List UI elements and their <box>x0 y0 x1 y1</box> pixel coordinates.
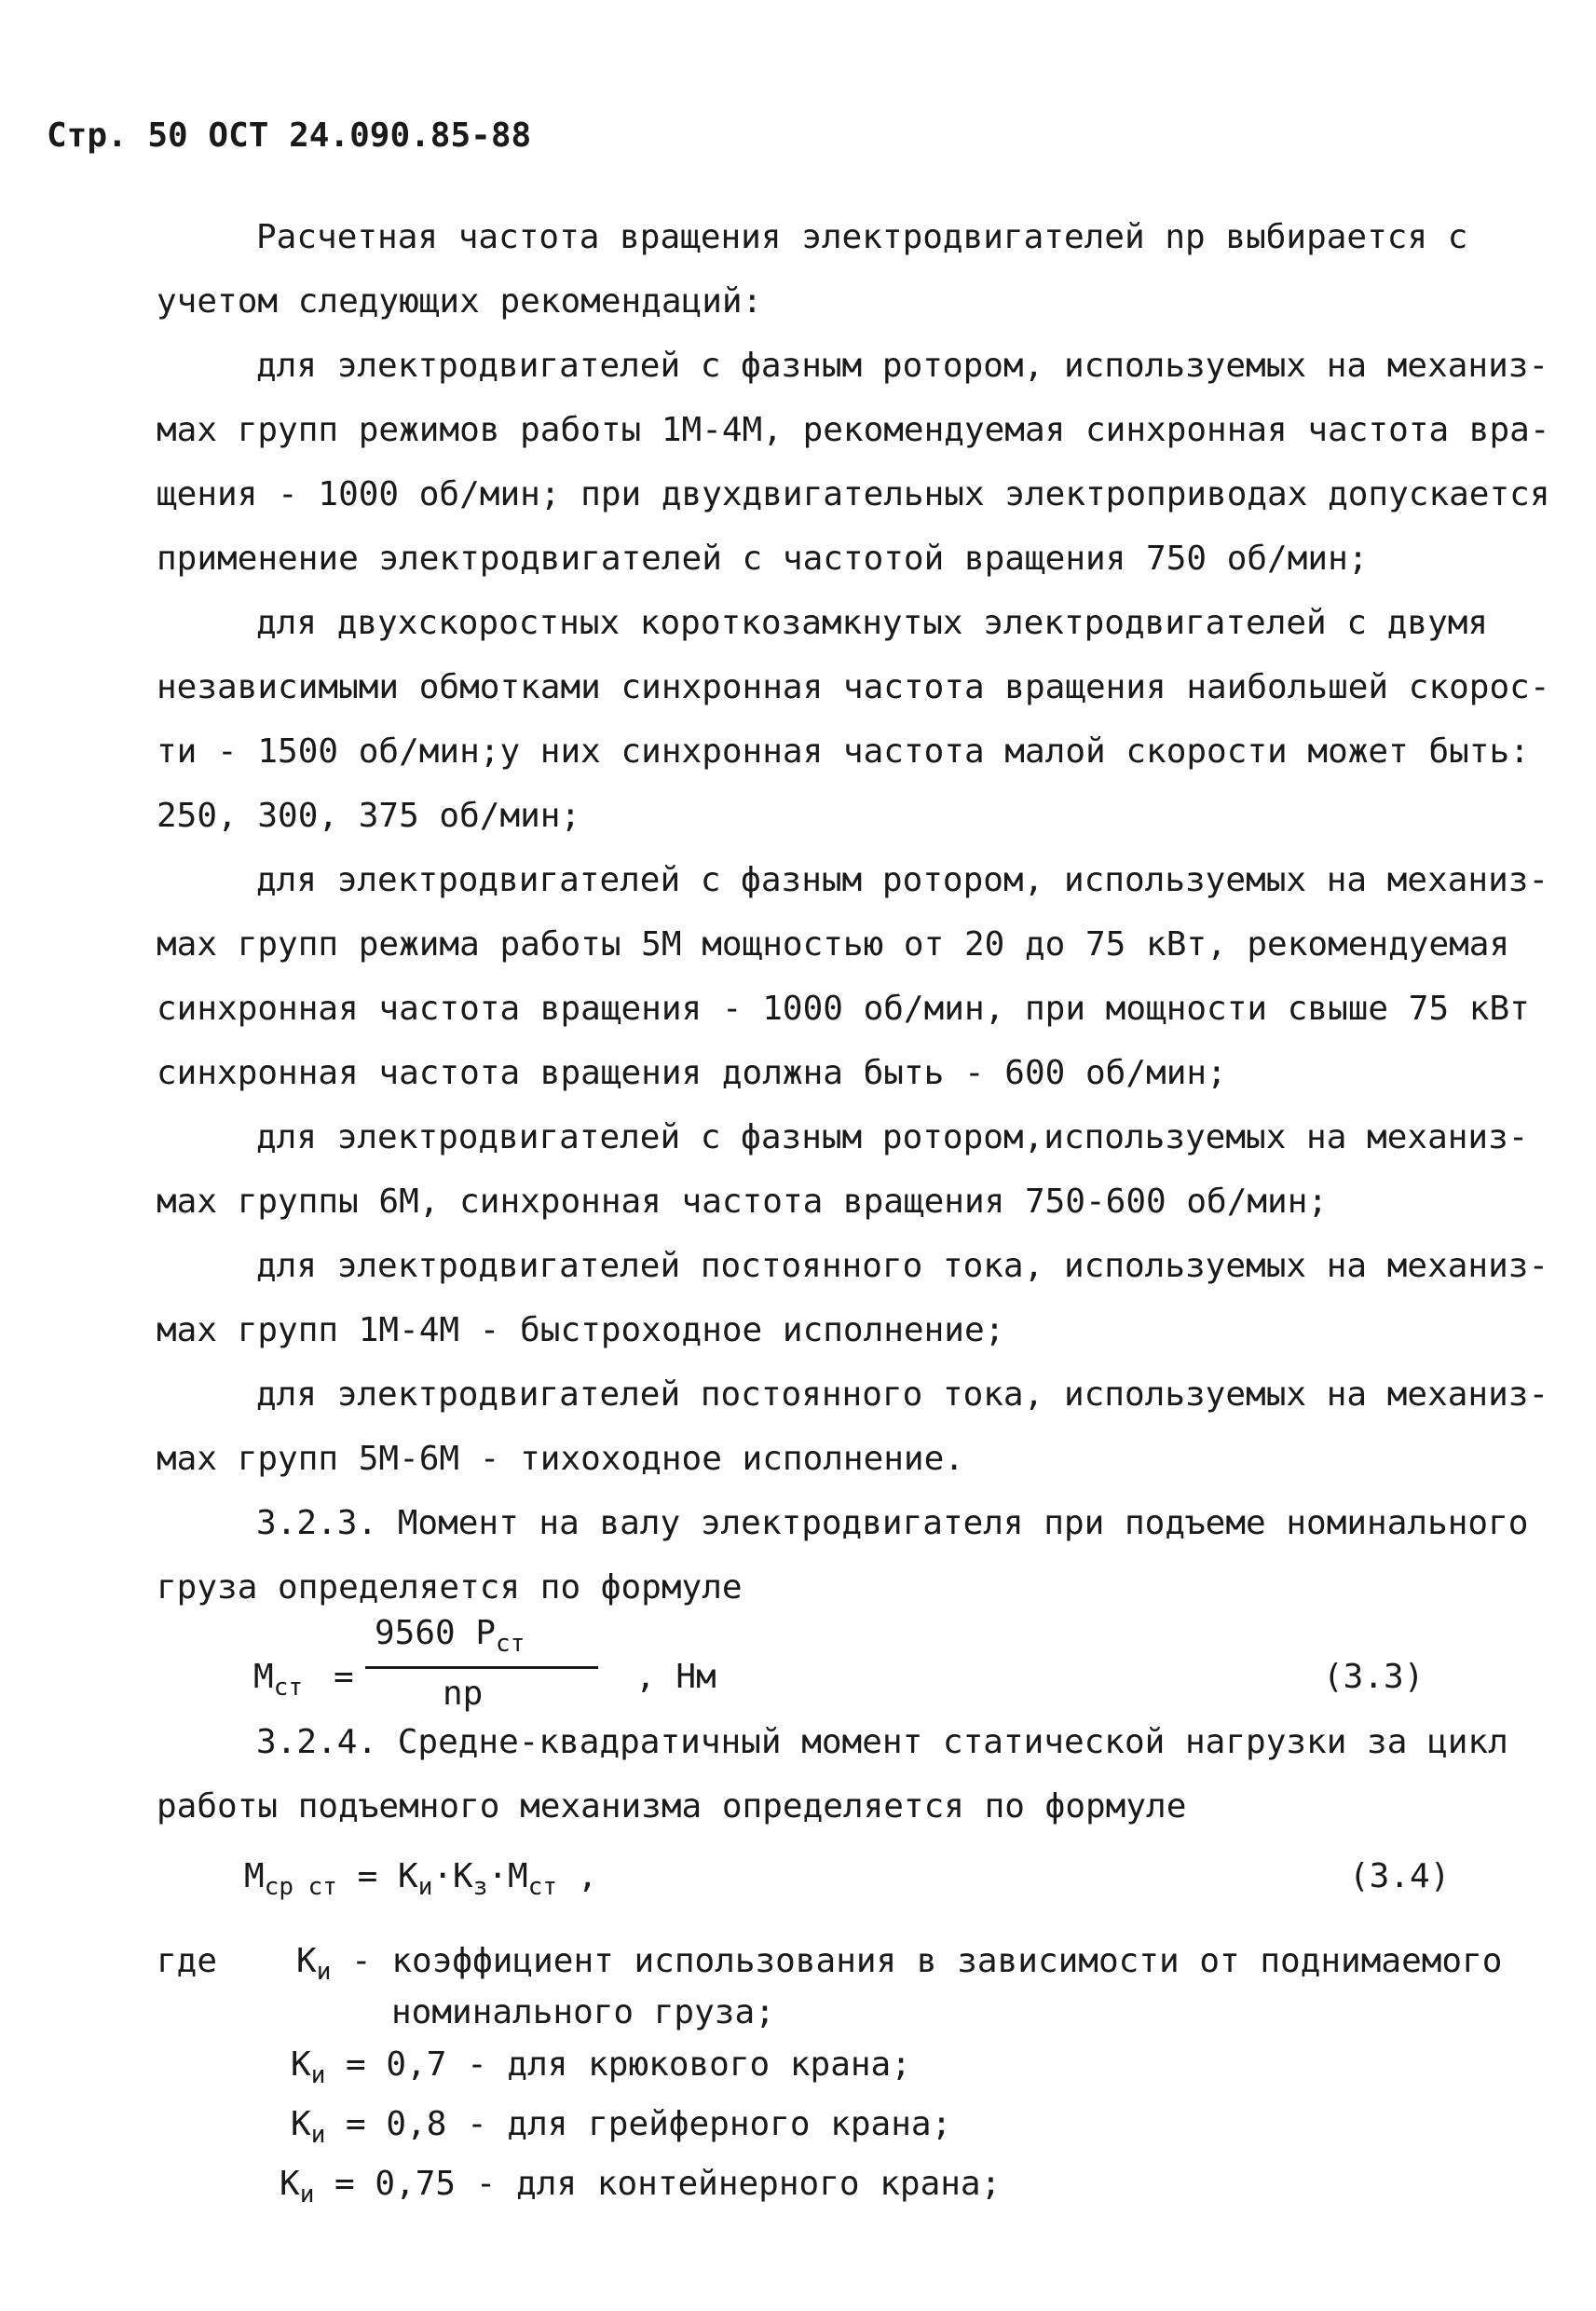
formula-unit: , Нм <box>635 1658 716 1696</box>
text-line: 250, 300, 375 об/мин; <box>157 797 581 835</box>
formula-denominator: nр <box>443 1675 484 1713</box>
text-line: ти - 1500 об/мин;у них синхронная частота малой скорости может быть: <box>157 732 1530 771</box>
formula-lhs: $М_{ст}$ <box>253 1658 303 1702</box>
page-header: Стр. 50 ОСТ 24.090.85-88 <box>47 116 532 155</box>
text-line: для электродвигателей с фазным ротором, используемых на механиз- <box>256 861 1549 899</box>
fraction-bar <box>365 1666 598 1669</box>
text-line: для электродвигателей с фазным ротором, используемых на механиз- <box>256 347 1549 385</box>
text-line <box>256 218 1468 256</box>
text-line: работы подъемного механизма определяется по формуле <box>157 1787 1187 1826</box>
text-line: применение электродвигателей с частотой вращения 750 об/мин; <box>157 540 1369 578</box>
text-line: для двухскоростных короткозамкнутых электродвигателей с двумя <box>256 604 1489 642</box>
text-line: синхронная частота вращения должна быть - 600 об/мин; <box>157 1054 1227 1092</box>
text-line: груза определяется по формуле <box>157 1568 743 1607</box>
text-line: мах групп 1М-4М - быстроходное исполнение; <box>157 1311 1005 1349</box>
formula-equals: = <box>334 1658 354 1696</box>
text-line: учетом следующих рекомендаций: <box>157 282 763 321</box>
text-line: для электродвигателей с фазным ротором,используемых на механиз- <box>256 1118 1529 1156</box>
text-span: выбирается с <box>1225 218 1468 256</box>
definition-line: номинального груза; <box>391 1993 775 2031</box>
where-label: где <box>157 1942 218 1980</box>
text-line: мах группы 6М, синхронная частота вращения 750-600 об/мин; <box>157 1183 1329 1221</box>
text-line: мах групп режимов работы 1М-4М, рекомендуемая синхронная частота вра- <box>157 411 1550 449</box>
coefficient-line: $К_и = 0,8$ - для грейферного крана; <box>291 2105 952 2149</box>
coefficient-line: $К_и = 0,7$ - для крюкового крана; <box>291 2045 911 2089</box>
formula-3-4: $М_{ср ст} = К_и\cdot К_з\cdot М_{ст}$ , <box>244 1857 598 1901</box>
symbol-np: nр <box>1165 218 1206 256</box>
text-line: 3.2.4. Средне-квадратичный момент статической нагрузки за цикл <box>256 1723 1508 1761</box>
coefficient-line: $К_и = 0,75$ - для контейнерного крана; <box>280 2165 1002 2208</box>
text-line: независимыми обмотками синхронная частота вращения наибольшей скорос- <box>157 668 1550 706</box>
equation-number: (3.4) <box>1349 1857 1451 1895</box>
equation-number: (3.3) <box>1323 1658 1425 1696</box>
text-line: щения - 1000 об/мин; при двухдвигательных электроприводах допускается <box>157 475 1550 513</box>
text-line: синхронная частота вращения - 1000 об/мин, при мощности свыше 75 кВт <box>157 990 1530 1028</box>
text-span: Расчетная частота вращения электродвигателей <box>256 218 1145 256</box>
definition-line: $К_и$ - коэффициент использования в зависимости от поднимаемого <box>296 1942 1503 1986</box>
text-line: мах групп 5М-6М - тихоходное исполнение. <box>157 1440 964 1478</box>
text-line: для электродвигателей постоянного тока, используемых на механиз- <box>256 1247 1549 1285</box>
text-line: для электродвигателей постоянного тока, используемых на механиз- <box>256 1375 1549 1414</box>
text-line: мах групп режима работы 5М мощностью от 20 до 75 кВт, рекомендуемая <box>157 925 1510 964</box>
formula-numerator: 9560 $Р_{ст}$ <box>375 1614 525 1658</box>
text-line: 3.2.3. Момент на валу электродвигателя при подъеме номинального <box>256 1504 1529 1542</box>
